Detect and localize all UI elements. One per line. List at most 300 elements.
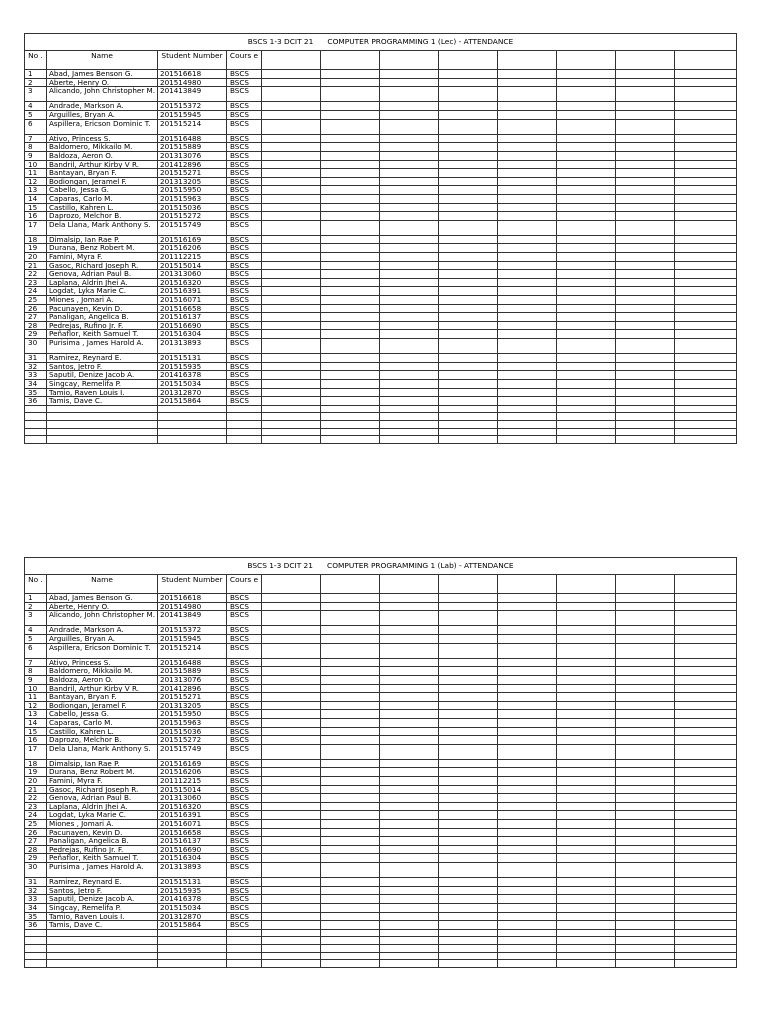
attendance-cell [262, 397, 321, 406]
empty-cell [498, 937, 557, 945]
student-name: Saputil, Denize Jacob A. [47, 371, 158, 380]
attendance-cell [439, 119, 498, 134]
attendance-cell [439, 878, 498, 887]
attendance-cell [616, 912, 675, 921]
col-header-name: Name [47, 51, 158, 70]
student-number: 201312870 [158, 388, 227, 397]
attendance-cell [675, 203, 737, 212]
empty-cell [439, 960, 498, 968]
attendance-cell [439, 177, 498, 186]
table-row [25, 667, 737, 676]
attendance-cell [557, 684, 616, 693]
row-number: 23 [25, 278, 47, 287]
attendance-cell [498, 912, 557, 921]
row-number: 36 [25, 397, 47, 406]
attendance-cell [557, 119, 616, 134]
row-number: 5 [25, 110, 47, 119]
student-number: 201516618 [158, 70, 227, 79]
attendance-cell [616, 828, 675, 837]
attendance-cell [616, 634, 675, 643]
attendance-cell [498, 611, 557, 626]
attendance-cell [498, 313, 557, 322]
table-row [25, 802, 737, 811]
attendance-cell [439, 863, 498, 878]
attendance-cell [675, 87, 737, 102]
empty-cell [616, 413, 675, 421]
attendance-cell [262, 160, 321, 169]
table-row [25, 212, 737, 221]
attendance-cell [262, 362, 321, 371]
attendance-cell [675, 186, 737, 195]
attendance-cell [321, 837, 380, 846]
attendance-cell [321, 143, 380, 152]
empty-cell [321, 413, 380, 421]
student-number: 201515864 [158, 921, 227, 930]
attendance-cell [616, 837, 675, 846]
attendance-cell [557, 736, 616, 745]
empty-cell [439, 937, 498, 945]
attendance-cell [616, 110, 675, 119]
empty-cell [158, 436, 227, 444]
student-number: 201515271 [158, 693, 227, 702]
attendance-cell [498, 837, 557, 846]
student-name: Logdat, Lyka Marie C. [47, 811, 158, 820]
attendance-cell [439, 837, 498, 846]
student-number: 201313060 [158, 794, 227, 803]
attendance-cell [262, 102, 321, 111]
attendance-cell [262, 634, 321, 643]
attendance-cell [380, 710, 439, 719]
empty-cell [557, 405, 616, 413]
empty-cell [675, 405, 737, 413]
student-name: Bandril, Arthur Kirby V R. [47, 684, 158, 693]
empty-cell [262, 413, 321, 421]
attendance-date-cell [616, 51, 675, 70]
student-name: Singcay, Remelifa P. [47, 903, 158, 912]
attendance-cell [439, 744, 498, 759]
table-row [25, 759, 737, 768]
attendance-cell [439, 203, 498, 212]
attendance-cell [321, 78, 380, 87]
course: BSCS [227, 261, 262, 270]
student-number: 201514980 [158, 78, 227, 87]
empty-cell [321, 405, 380, 413]
table-row [25, 354, 737, 363]
course: BSCS [227, 777, 262, 786]
attendance-cell [439, 828, 498, 837]
attendance-cell [616, 820, 675, 829]
student-number: 201515036 [158, 203, 227, 212]
attendance-cell [498, 634, 557, 643]
student-name: Tamis, Dave C. [47, 397, 158, 406]
course: BSCS [227, 701, 262, 710]
empty-cell [321, 436, 380, 444]
empty-cell [227, 929, 262, 937]
row-number: 6 [25, 643, 47, 658]
attendance-cell [557, 626, 616, 635]
student-name: Baldomero, Mikkailo M. [47, 667, 158, 676]
table-row [25, 602, 737, 611]
attendance-cell [262, 143, 321, 152]
attendance-cell [675, 244, 737, 253]
attendance-cell [380, 194, 439, 203]
attendance-cell [498, 78, 557, 87]
attendance-cell [498, 110, 557, 119]
row-number: 2 [25, 602, 47, 611]
table-row [25, 611, 737, 626]
empty-cell [158, 428, 227, 436]
attendance-cell [557, 253, 616, 262]
course: BSCS [227, 330, 262, 339]
course: BSCS [227, 110, 262, 119]
empty-cell [158, 960, 227, 968]
row-number: 24 [25, 287, 47, 296]
student-number: 201516488 [158, 658, 227, 667]
student-name: Arguilles, Bryan A. [47, 110, 158, 119]
attendance-cell [321, 736, 380, 745]
empty-cell [321, 944, 380, 952]
attendance-cell [262, 710, 321, 719]
student-name: Aberte, Henry O. [47, 602, 158, 611]
student-number: 201412896 [158, 160, 227, 169]
course: BSCS [227, 594, 262, 603]
attendance-cell [557, 802, 616, 811]
empty-cell [227, 405, 262, 413]
attendance-cell [498, 820, 557, 829]
attendance-cell [498, 278, 557, 287]
attendance-cell [557, 194, 616, 203]
attendance-cell [557, 912, 616, 921]
attendance-date-cell [675, 51, 737, 70]
table-row [25, 626, 737, 635]
attendance-cell [262, 863, 321, 878]
attendance-cell [675, 854, 737, 863]
attendance-cell [616, 70, 675, 79]
row-number: 26 [25, 304, 47, 313]
attendance-cell [498, 287, 557, 296]
empty-cell [262, 960, 321, 968]
student-name: Aspillera, Ericson Dominic T. [47, 119, 158, 134]
attendance-cell [498, 828, 557, 837]
attendance-cell [321, 634, 380, 643]
attendance-cell [380, 701, 439, 710]
student-number: 201516658 [158, 828, 227, 837]
course: BSCS [227, 134, 262, 143]
table-row [25, 134, 737, 143]
row-number: 10 [25, 684, 47, 693]
student-name: Cabello, Jessa G. [47, 710, 158, 719]
student-number: 201515950 [158, 186, 227, 195]
attendance-cell [557, 330, 616, 339]
empty-cell [47, 960, 158, 968]
attendance-cell [380, 658, 439, 667]
empty-cell [158, 952, 227, 960]
attendance-cell [616, 143, 675, 152]
attendance-cell [675, 634, 737, 643]
attendance-cell [675, 235, 737, 244]
attendance-cell [557, 895, 616, 904]
attendance-cell [616, 658, 675, 667]
attendance-cell [439, 321, 498, 330]
attendance-cell [498, 594, 557, 603]
student-name: Castillo, Kahren L. [47, 727, 158, 736]
empty-row [25, 413, 737, 421]
attendance-cell [498, 169, 557, 178]
row-number: 7 [25, 658, 47, 667]
student-number: 201515749 [158, 220, 227, 235]
attendance-cell [380, 903, 439, 912]
attendance-cell [321, 886, 380, 895]
course: BSCS [227, 270, 262, 279]
attendance-cell [439, 785, 498, 794]
attendance-cell [616, 304, 675, 313]
course: BSCS [227, 912, 262, 921]
student-name: Dela Llana, Mark Anthony S. [47, 220, 158, 235]
attendance-cell [262, 244, 321, 253]
course: BSCS [227, 203, 262, 212]
student-name: Peñaflor, Keith Samuel T. [47, 854, 158, 863]
student-name: Ramirez, Reynard E. [47, 354, 158, 363]
table-row [25, 287, 737, 296]
empty-cell [262, 405, 321, 413]
attendance-cell [321, 895, 380, 904]
empty-cell [47, 428, 158, 436]
attendance-cell [616, 287, 675, 296]
attendance-cell [498, 802, 557, 811]
attendance-cell [616, 203, 675, 212]
attendance-cell [675, 701, 737, 710]
row-number: 7 [25, 134, 47, 143]
table-row [25, 693, 737, 702]
empty-cell [380, 420, 439, 428]
empty-cell [498, 952, 557, 960]
attendance-cell [439, 287, 498, 296]
course: BSCS [227, 304, 262, 313]
course: BSCS [227, 220, 262, 235]
attendance-cell [675, 78, 737, 87]
attendance-cell [675, 134, 737, 143]
course: BSCS [227, 160, 262, 169]
table-row [25, 160, 737, 169]
attendance-cell [557, 304, 616, 313]
student-name: Laplana, Aldrin Jhei A. [47, 278, 158, 287]
course: BSCS [227, 177, 262, 186]
empty-cell [616, 960, 675, 968]
attendance-cell [380, 759, 439, 768]
attendance-cell [262, 785, 321, 794]
empty-cell [616, 428, 675, 436]
student-name: Bodiongan, Jeramel F. [47, 177, 158, 186]
empty-cell [262, 944, 321, 952]
attendance-cell [262, 675, 321, 684]
table-row [25, 102, 737, 111]
table-row [25, 658, 737, 667]
attendance-cell [439, 313, 498, 322]
empty-cell [498, 420, 557, 428]
attendance-cell [616, 379, 675, 388]
course: BSCS [227, 169, 262, 178]
empty-cell [25, 960, 47, 968]
row-number: 33 [25, 895, 47, 904]
attendance-cell [380, 397, 439, 406]
attendance-cell [616, 594, 675, 603]
attendance-cell [439, 759, 498, 768]
attendance-cell [262, 304, 321, 313]
attendance-cell [380, 362, 439, 371]
empty-cell [25, 952, 47, 960]
attendance-cell [321, 339, 380, 354]
attendance-cell [439, 78, 498, 87]
attendance-cell [557, 186, 616, 195]
row-number: 23 [25, 802, 47, 811]
attendance-cell [498, 895, 557, 904]
table-row [25, 379, 737, 388]
table-row [25, 785, 737, 794]
attendance-cell [262, 253, 321, 262]
attendance-cell [262, 151, 321, 160]
table-row [25, 235, 737, 244]
attendance-cell [675, 736, 737, 745]
attendance-cell [616, 794, 675, 803]
row-number: 33 [25, 371, 47, 380]
attendance-cell [557, 278, 616, 287]
attendance-cell [321, 744, 380, 759]
empty-cell [321, 929, 380, 937]
student-name: Durana, Benz Robert M. [47, 244, 158, 253]
attendance-cell [380, 313, 439, 322]
course: BSCS [227, 921, 262, 930]
attendance-cell [557, 878, 616, 887]
attendance-cell [616, 339, 675, 354]
table-row [25, 186, 737, 195]
attendance-cell [439, 70, 498, 79]
empty-cell [158, 413, 227, 421]
attendance-cell [380, 212, 439, 221]
empty-cell [262, 929, 321, 937]
course: BSCS [227, 643, 262, 658]
attendance-cell [557, 768, 616, 777]
empty-cell [439, 944, 498, 952]
attendance-cell [262, 777, 321, 786]
attendance-cell [675, 379, 737, 388]
attendance-cell [262, 837, 321, 846]
student-number: 201515014 [158, 785, 227, 794]
attendance-cell [262, 87, 321, 102]
attendance-cell [262, 602, 321, 611]
attendance-cell [439, 261, 498, 270]
attendance-cell [498, 727, 557, 736]
empty-cell [47, 436, 158, 444]
row-number: 22 [25, 270, 47, 279]
empty-cell [25, 944, 47, 952]
empty-cell [380, 436, 439, 444]
empty-cell [675, 937, 737, 945]
course: BSCS [227, 744, 262, 759]
attendance-cell [439, 354, 498, 363]
student-number: 201515034 [158, 379, 227, 388]
course: BSCS [227, 151, 262, 160]
attendance-cell [616, 169, 675, 178]
student-name: Bantayan, Bryan F. [47, 169, 158, 178]
attendance-cell [262, 684, 321, 693]
row-number: 9 [25, 151, 47, 160]
attendance-date-cell [380, 575, 439, 594]
course: BSCS [227, 602, 262, 611]
student-name: Aberte, Henry O. [47, 78, 158, 87]
table-row [25, 177, 737, 186]
empty-cell [262, 420, 321, 428]
attendance-cell [557, 102, 616, 111]
course: BSCS [227, 362, 262, 371]
attendance-date-cell [439, 51, 498, 70]
col-header-name: Name [47, 575, 158, 594]
course: BSCS [227, 768, 262, 777]
table-row [25, 270, 737, 279]
empty-cell [439, 405, 498, 413]
header-row [25, 51, 737, 70]
attendance-cell [498, 296, 557, 305]
attendance-cell [380, 87, 439, 102]
attendance-date-cell [321, 51, 380, 70]
attendance-cell [262, 296, 321, 305]
attendance-cell [380, 70, 439, 79]
attendance-cell [321, 820, 380, 829]
attendance-cell [380, 102, 439, 111]
attendance-cell [380, 802, 439, 811]
attendance-cell [439, 820, 498, 829]
attendance-cell [498, 845, 557, 854]
course: BSCS [227, 863, 262, 878]
empty-cell [227, 960, 262, 968]
attendance-cell [439, 886, 498, 895]
attendance-cell [380, 837, 439, 846]
attendance-cell [262, 828, 321, 837]
empty-cell [675, 960, 737, 968]
attendance-cell [616, 321, 675, 330]
student-number: 201313076 [158, 151, 227, 160]
student-name: Logdat, Lyka Marie C. [47, 287, 158, 296]
empty-cell [616, 405, 675, 413]
student-number: 201313060 [158, 270, 227, 279]
attendance-cell [439, 339, 498, 354]
attendance-cell [498, 87, 557, 102]
table-row [25, 768, 737, 777]
empty-cell [227, 436, 262, 444]
attendance-date-cell [557, 575, 616, 594]
attendance-cell [616, 863, 675, 878]
attendance-cell [557, 134, 616, 143]
attendance-cell [262, 693, 321, 702]
attendance-cell [380, 634, 439, 643]
attendance-cell [262, 212, 321, 221]
attendance-cell [439, 296, 498, 305]
attendance-cell [321, 845, 380, 854]
student-number: 201515271 [158, 169, 227, 178]
student-number: 201313893 [158, 863, 227, 878]
attendance-cell [498, 194, 557, 203]
attendance-cell [675, 151, 737, 160]
attendance-cell [557, 828, 616, 837]
attendance-cell [380, 235, 439, 244]
attendance-cell [380, 151, 439, 160]
table-row [25, 220, 737, 235]
empty-cell [675, 944, 737, 952]
course: BSCS [227, 820, 262, 829]
attendance-cell [616, 278, 675, 287]
student-number: 201516071 [158, 296, 227, 305]
attendance-cell [321, 194, 380, 203]
attendance-cell [616, 878, 675, 887]
